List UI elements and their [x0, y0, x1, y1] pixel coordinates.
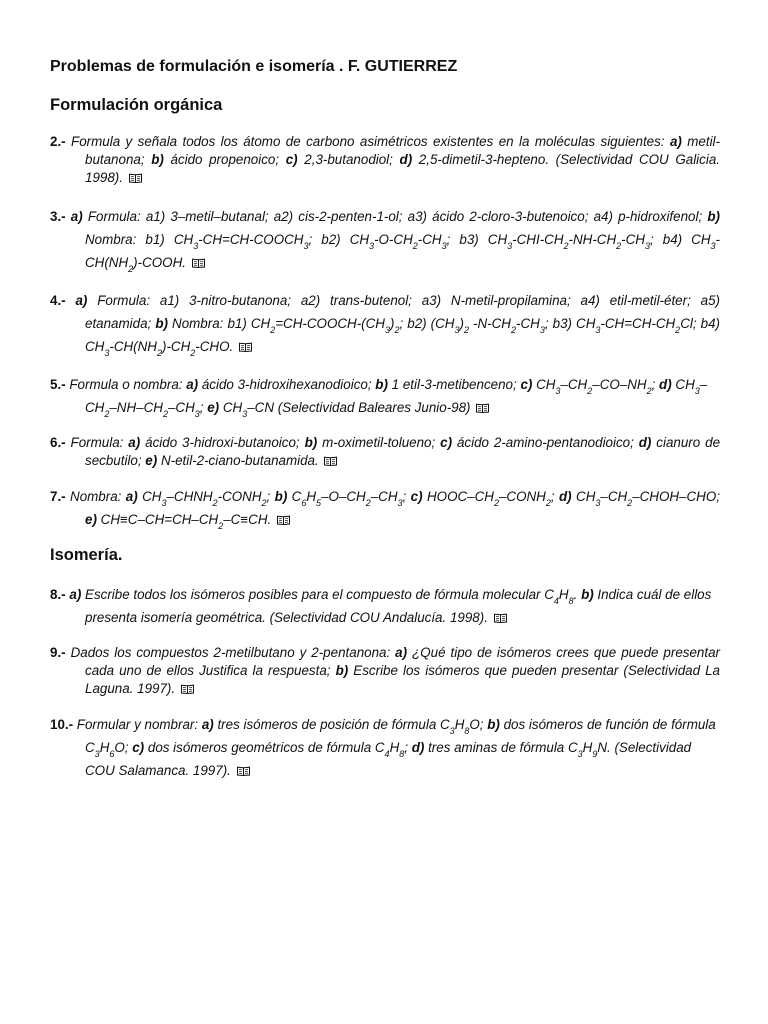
open-book-icon: [277, 515, 290, 525]
problem-number: 7.-: [50, 489, 66, 504]
problem-number: 9.-: [50, 645, 66, 660]
problem-10: 10.- Formular y nombrar: a) tres isómeros de posición de fórmula $C_3H_8O$; b) dos isómeros de función de fórmula $C_3H_6O$; c) dos isómeros geométricos de fórmula $C_4H_8$; d) tres aminas de fórmula $C_3H_9N$. (Selectividad COU Salamanca. 1997).: [50, 717, 716, 778]
problem-8: 8.- a) Escribe todos los isómeros posibles para el compuesto de fórmula molecular $C_4H_8$. b) Indica cuál de ellos presenta isomería geométrica. (Selectividad COU Andalucía. 1998).: [50, 587, 712, 625]
section-heading-isomeria: Isomería.: [50, 546, 123, 564]
open-book-icon: [494, 613, 507, 623]
open-book-icon: [324, 456, 337, 466]
problem-number: 3.-: [50, 209, 66, 224]
open-book-icon: [129, 173, 142, 183]
problem-number: 4.-: [50, 293, 66, 308]
document-title: Problemas de formulación e isomería . F. GUTIERREZ: [50, 58, 458, 75]
document-page: [50, 58, 720, 797]
problem-3: 3.- a) Formula: a1) 3–metil–butanal; a2) cis-2-penten-1-ol; a3) ácido 2-cloro-3-butenoico; a4) p-hidroxifenol; b) Nombra: b1) $CH_3-CH=CH-COOCH_3$; b2) $CH_3-O-CH_2-CH_3$; b3) $CH_3-CHI-CH_2-NH-CH_2-CH_3$; b4) $CH_3-CH(NH_2)$-COOH.: [50, 209, 721, 274]
problem-number: 8.-: [50, 587, 66, 602]
problem-7: 7.- Nombra: a) $CH_3-CHNH_2-CONH_2$; b) $C_6H_5-O-CH_2-CH_3$; c) HOOC–$CH_2-CONH_2$; d) $CH_3-CH_2-CHOH$–CHO; e) $CH\equiv C-CH=CH-CH_2-C\equiv CH$.: [50, 489, 720, 531]
problem-number: 2.-: [50, 134, 66, 149]
section-heading-formulacion: Formulación orgánica: [50, 96, 223, 114]
open-book-icon: [476, 403, 489, 413]
problem-number: 6.-: [50, 435, 66, 450]
problem-5: 5.- Formula o nombra: a) ácido 3-hidroxihexanodioico; b) 1 etil-3-metibenceno; c) $CH_3-CH_2-CO-NH_2$; d) $CH_3-CH_2-NH-CH_2-CH_3$; e) $CH_3-CN$ (Selectividad Baleares Junio-98): [50, 377, 708, 419]
open-book-icon: [192, 258, 205, 268]
problem-6: 6.- Formula: a) ácido 3-hidroxi-butanoico; b) m-oximetil-tolueno; c) ácido 2-amino-pentanodioico; d) cianuro de secbutilo; e) N-etil-2-ciano-butanamida.: [50, 435, 721, 468]
open-book-icon: [239, 342, 252, 352]
problem-number: 5.-: [50, 377, 66, 392]
problem-4: 4.- a) Formula: a1) 3-nitro-butanona; a2) trans-butenol; a3) N-metil-propilamina; a4) etil-metil-éter; a5) etanamida; b) Nombra: b1) $CH_2=CH-COOCH-(CH_3)_2$; b2) $(CH_3)_2$ $-N-CH_2-CH_3$; b3) $CH_3-CH=CH-CH_2Cl$; b4) $CH_3-CH(NH_2)-CH_2$-CHO.: [50, 293, 720, 358]
open-book-icon: [181, 684, 194, 694]
problem-number: 10.-: [50, 717, 74, 732]
problem-9: 9.- Dados los compuestos 2-metilbutano y 2-pentanona: a) ¿Qué tipo de isómeros crees que puede presentar cada uno de ellos Justifica la respuesta; b) Escribe los isómeros que pueden presentar (Selectividad La Laguna. 1997).: [50, 645, 720, 696]
open-book-icon: [237, 766, 250, 776]
problem-2: 2.- Formula y señala todos los átomo de carbono asimétricos existentes en la moléculas siguientes: a) metil-butanona; b) ácido propenoico; c) 2,3-butanodiol; d) 2,5-dimetil-3-hepteno. (Selectividad COU Galicia. 1998).: [50, 134, 720, 185]
